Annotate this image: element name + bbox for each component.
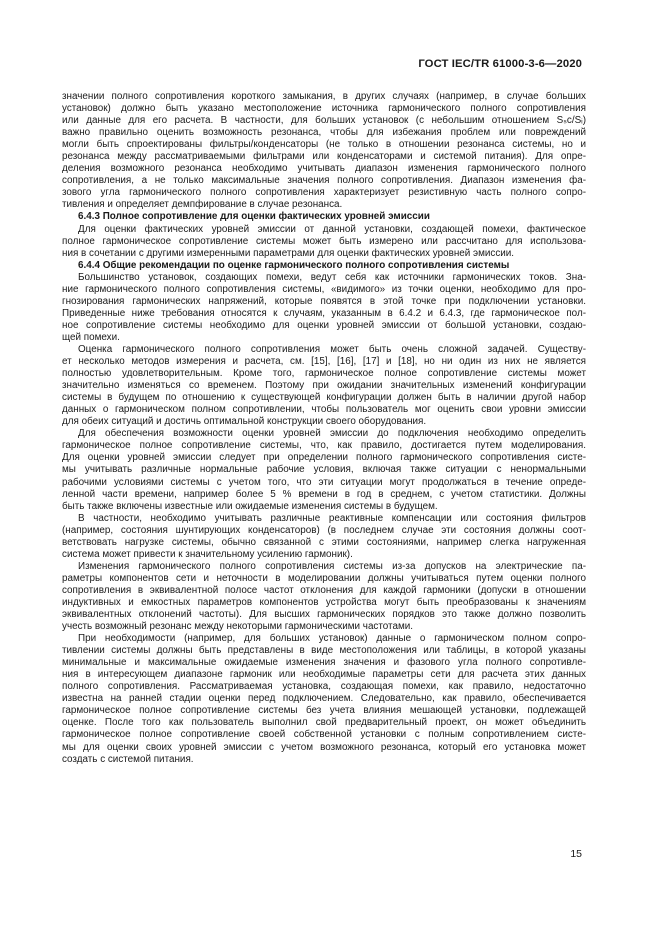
text-line: значительно изменяться со временем. Поэтому при ожидании значительных изменений конфигурации bbox=[62, 380, 586, 392]
text-line: ния в сочетании с другими измеренными параметрами для оценки фактических уровней эмиссии. bbox=[62, 247, 515, 259]
text-line: ния в интересующем диапазоне гармоник или необходимые параметры сети для расчета этих данных bbox=[62, 669, 586, 681]
text-line: мы учитывать различные нормальные рабочие условия, включая также ситуации с ненормальными bbox=[62, 464, 586, 476]
text-line: быть также включены известные или ожидаемые изменения системы в будущем. bbox=[62, 500, 438, 512]
text-line: раметры компонентов сети и неточности в моделировании должны учитываться путем оценки полного bbox=[62, 572, 586, 584]
text-line: щей помехи. bbox=[62, 331, 120, 343]
text-line: ветствовать нагрузке системы, обычно связанной с этими состояниями, например слегка нагруженная bbox=[62, 536, 586, 548]
section-heading: 6.4.3 Полное сопротивление для оценки фактических уровней эмиссии bbox=[78, 211, 430, 223]
text-line: Изменения гармонического полного сопротивления системы из-за допусков на электрические па- bbox=[78, 560, 586, 572]
text-line: Для обеспечения возможности оценки уровней эмиссии до подключения необходимо определить bbox=[78, 428, 586, 440]
text-line: сопротивления в эквивалентной полосе частот отклонения для каждой гармоники (допуски в отношении bbox=[62, 584, 586, 596]
text-line: учесть возможный резонанс между некоторыми гармоническими частотами. bbox=[62, 621, 414, 633]
text-line: значении полного сопротивления короткого замыкания, в других случаях (например, в случае больших bbox=[62, 91, 586, 102]
text-line: установок) должно быть указано местоположение источника гармонического полного сопротивления bbox=[62, 103, 586, 115]
text-line: могли быть спроектированы фильтры/конденсаторы (не только в отношении резонанса системы, но и bbox=[62, 139, 586, 151]
text-line: зового угла гармонического полного сопротивления характеризует резистивную часть полного сопро- bbox=[62, 187, 586, 199]
text-line: мы для оценки своих уровней эмиссии с учетом возможного резонанса, который его установка может bbox=[62, 741, 586, 753]
text-line: важно правильно оценить возможность резонанса, чтобы для избежания проблем или повреждений bbox=[62, 127, 586, 139]
text-line: гармоническое полное сопротивление системы, что, как правило, достигается путем моделирования. bbox=[62, 440, 586, 452]
text-line: Для оценки уровней эмиссии следует при определении полного гармонического сопротивления систе- bbox=[62, 452, 586, 464]
document-body bbox=[62, 91, 586, 766]
page-number: 15 bbox=[570, 848, 582, 860]
text-line: ние гармонического полного сопротивления системы, «видимого» из точки оценки, необходимо для про- bbox=[62, 283, 586, 295]
text-line: тивления и определяет демпфирование в случае резонанса. bbox=[62, 199, 343, 211]
text-line: создать с системой питания. bbox=[62, 753, 194, 765]
text-line: Для оценки фактических уровней эмиссии от данной установки, создающей помехи, фактическое bbox=[78, 223, 586, 235]
text-line: сопротивления, а не только максимальные значения полного сопротивления. Диапазон изменения фа- bbox=[62, 175, 586, 187]
standard-header: ГОСТ IEC/TR 61000-3-6—2020 bbox=[418, 58, 582, 70]
text-line: известна на ранней стадии оценки перед подключением. Следовательно, как правило, обеспечивается bbox=[62, 693, 586, 705]
text-line: для обеих ситуаций и достичь оптимальной конструкции своего оборудования. bbox=[62, 416, 427, 428]
text-line: ленной части времени, например более 5 % времени в год в среднем, с учетом статистики. Должны bbox=[62, 488, 586, 500]
text-line: При необходимости (например, для больших установок) данные о гармоническом полном сопро- bbox=[78, 633, 586, 645]
text-line: ное сопротивление системы необходимо для оценки уровней эмиссии от большой установки, создаю- bbox=[62, 319, 586, 331]
text-line: полное гармоническое сопротивление системы может быть измерено или рассчитано для использова- bbox=[62, 235, 586, 247]
text-line: гармоническое полное сопротивление своей собственной установки с полным сопротивлением систе- bbox=[62, 729, 586, 741]
text-line: деления возможного резонанса необходимо учитывать диапазон изменения гармонического полного bbox=[62, 163, 586, 175]
text-line: гармоническое полное сопротивление системы без учета влияния мешающей установки, подлежащей bbox=[62, 705, 586, 717]
text-line: эквивалентных отклонений частоты). Для высших гармонических порядков это также должно позволить bbox=[62, 609, 586, 621]
text-line: индуктивных и емкостных параметров компонентов устройства могут быть преобразованы к значениям bbox=[62, 596, 586, 608]
text-line: системы в будущем по отношению к существующей конфигурации должен быть в наличии другой набор bbox=[62, 392, 586, 404]
text-line: система может привести к значительному усилению гармоник). bbox=[62, 548, 353, 560]
text-line: полного сопротивления. Рассматриваемая установка, создающая помехи, как правило, недостаточно bbox=[62, 681, 586, 693]
text-line: В частности, необходимо учитывать различные реактивные компенсации или состояния фильтров bbox=[78, 512, 586, 524]
text-line: рабочими условиями системы с учетом того, что эти ситуации могут продолжаться в течение опреде- bbox=[62, 476, 586, 488]
text-line: полностью удовлетворительным. Кроме того, гармоническое полное сопротивление системы может bbox=[62, 368, 586, 380]
text-line: оценке. После того как пользователь выполнил свой предварительный проект, он может объединить bbox=[62, 717, 586, 729]
text-line: Большинство установок, создающих помехи, ведут себя как источники гармонических токов. Зна- bbox=[78, 271, 586, 283]
text-line: ет несколько методов измерения и расчета, см. [15], [16], [17] и [18], но ни один из них не является bbox=[62, 356, 586, 368]
text-line: данных о гармоническом полном сопротивлении, чтобы пользователь мог оценить свои уровни эмиссии bbox=[62, 404, 586, 416]
text-line: резонанса между рассматриваемыми фильтрами или конденсаторами и системой питания). Для опре- bbox=[62, 151, 586, 163]
text-line: тивлении системы должны быть представлены в виде местоположения или таблицы, в которой указаны bbox=[62, 645, 586, 657]
text-line: Приведенные ниже требования относятся к случаям, указанным в 6.4.2 и 6.4.3, где гармоническое пол- bbox=[62, 307, 586, 319]
text-line: Оценка гармонического полного сопротивления может быть очень сложной задачей. Существу- bbox=[78, 343, 586, 355]
text-line: гнозирования гармонических напряжений, которые появятся в этой точке при подключении установки. bbox=[62, 295, 586, 307]
section-heading: 6.4.4 Общие рекомендации по оценке гармонического полного сопротивления системы bbox=[78, 259, 510, 271]
text-line: или данные для его расчета. В частности, для больших установок (с небольшим отношением Sₛc/Sᵢ) bbox=[62, 115, 586, 127]
text-line: минимальные и максимальные ожидаемые изменения значения и фазового угла полного сопротивле- bbox=[62, 657, 586, 669]
text-line: (например, состояния шунтирующих конденсаторов) (в последнем случае эти состояния должны соот- bbox=[62, 524, 586, 536]
